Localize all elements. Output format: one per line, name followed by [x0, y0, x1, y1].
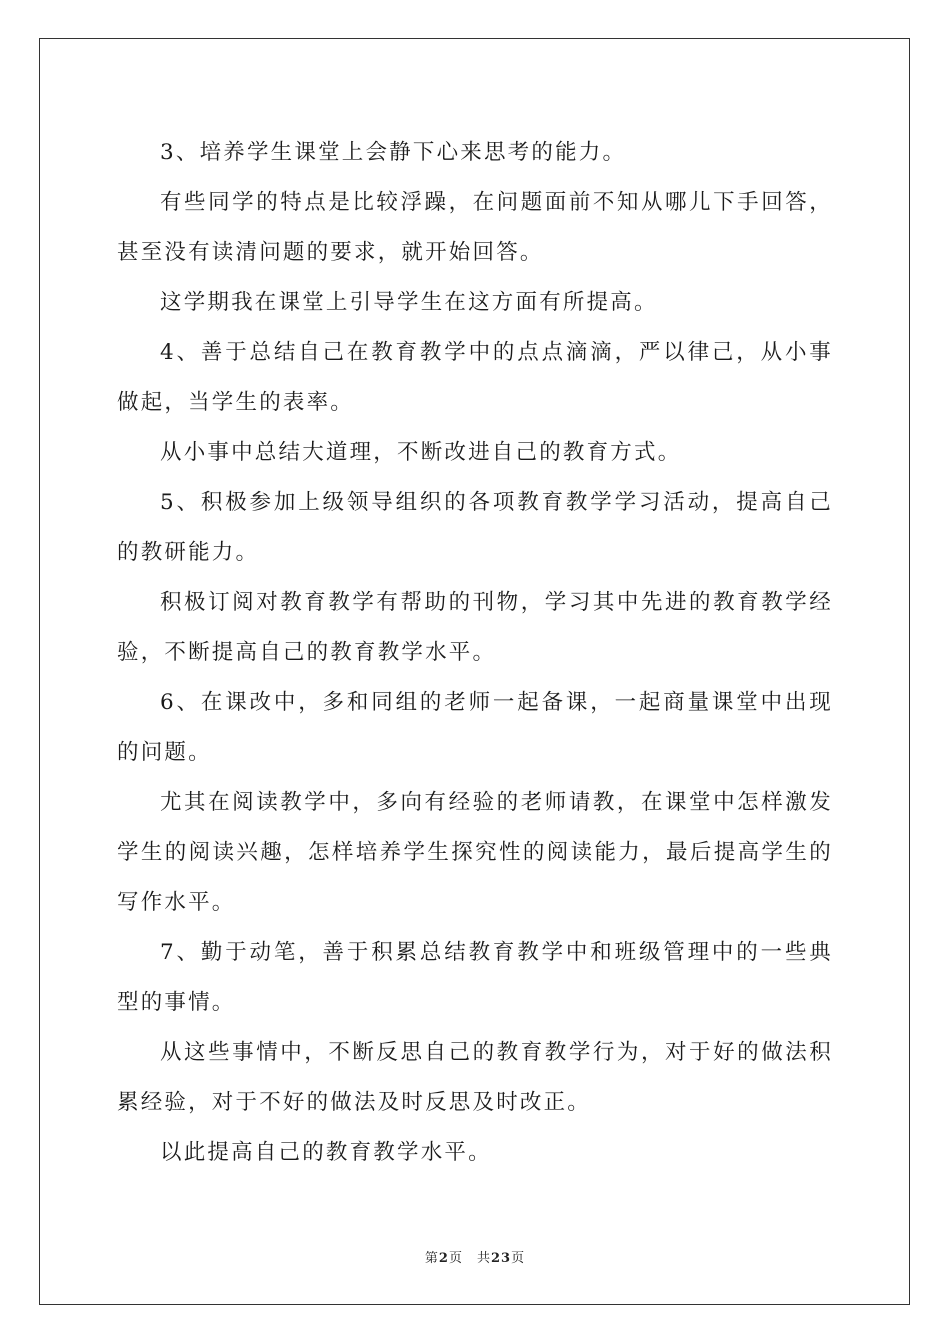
- paragraph: 积极订阅对教育教学有帮助的刊物，学习其中先进的教育教学经验，不断提高自己的教育教学水平。: [117, 590, 833, 665]
- paragraph: 有些同学的特点是比较浮躁，在问题面前不知从哪儿下手回答，甚至没有读清问题的要求，就开始回答。: [117, 190, 833, 265]
- paragraph: 4、善于总结自己在教育教学中的点点滴滴，严以律己，从小事做起，当学生的表率。: [117, 340, 833, 415]
- page-prefix: 第: [424, 1251, 439, 1266]
- current-page-number: 2: [438, 1251, 449, 1266]
- paragraph: 从小事中总结大道理，不断改进自己的教育方式。: [160, 440, 682, 465]
- page-footer: [0, 1247, 950, 1266]
- total-suffix: 页: [511, 1251, 526, 1266]
- paragraph: 以此提高自己的教育教学水平。: [160, 1140, 492, 1165]
- paragraph: 这学期我在课堂上引导学生在这方面有所提高。: [160, 290, 658, 315]
- paragraph: 从这些事情中，不断反思自己的教育教学行为，对于好的做法积累经验，对于不好的做法及时反思及时改正。: [117, 1040, 833, 1115]
- page-suffix: 页: [448, 1251, 463, 1266]
- paragraph: 5、积极参加上级领导组织的各项教育教学学习活动，提高自己的教研能力。: [117, 490, 833, 565]
- paragraph: 6、在课改中，多和同组的老师一起备课，一起商量课堂中出现的问题。: [117, 690, 833, 765]
- document-body: [117, 128, 833, 1178]
- paragraph: 3、培养学生课堂上会静下心来思考的能力。: [160, 140, 627, 165]
- total-pages-number: 23: [490, 1251, 512, 1266]
- total-prefix: 共: [476, 1251, 491, 1266]
- paragraph: 7、勤于动笔，善于积累总结教育教学中和班级管理中的一些典型的事情。: [117, 940, 833, 1015]
- paragraph: 尤其在阅读教学中，多向有经验的老师请教，在课堂中怎样激发学生的阅读兴趣，怎样培养学生探究性的阅读能力，最后提高学生的写作水平。: [117, 790, 833, 915]
